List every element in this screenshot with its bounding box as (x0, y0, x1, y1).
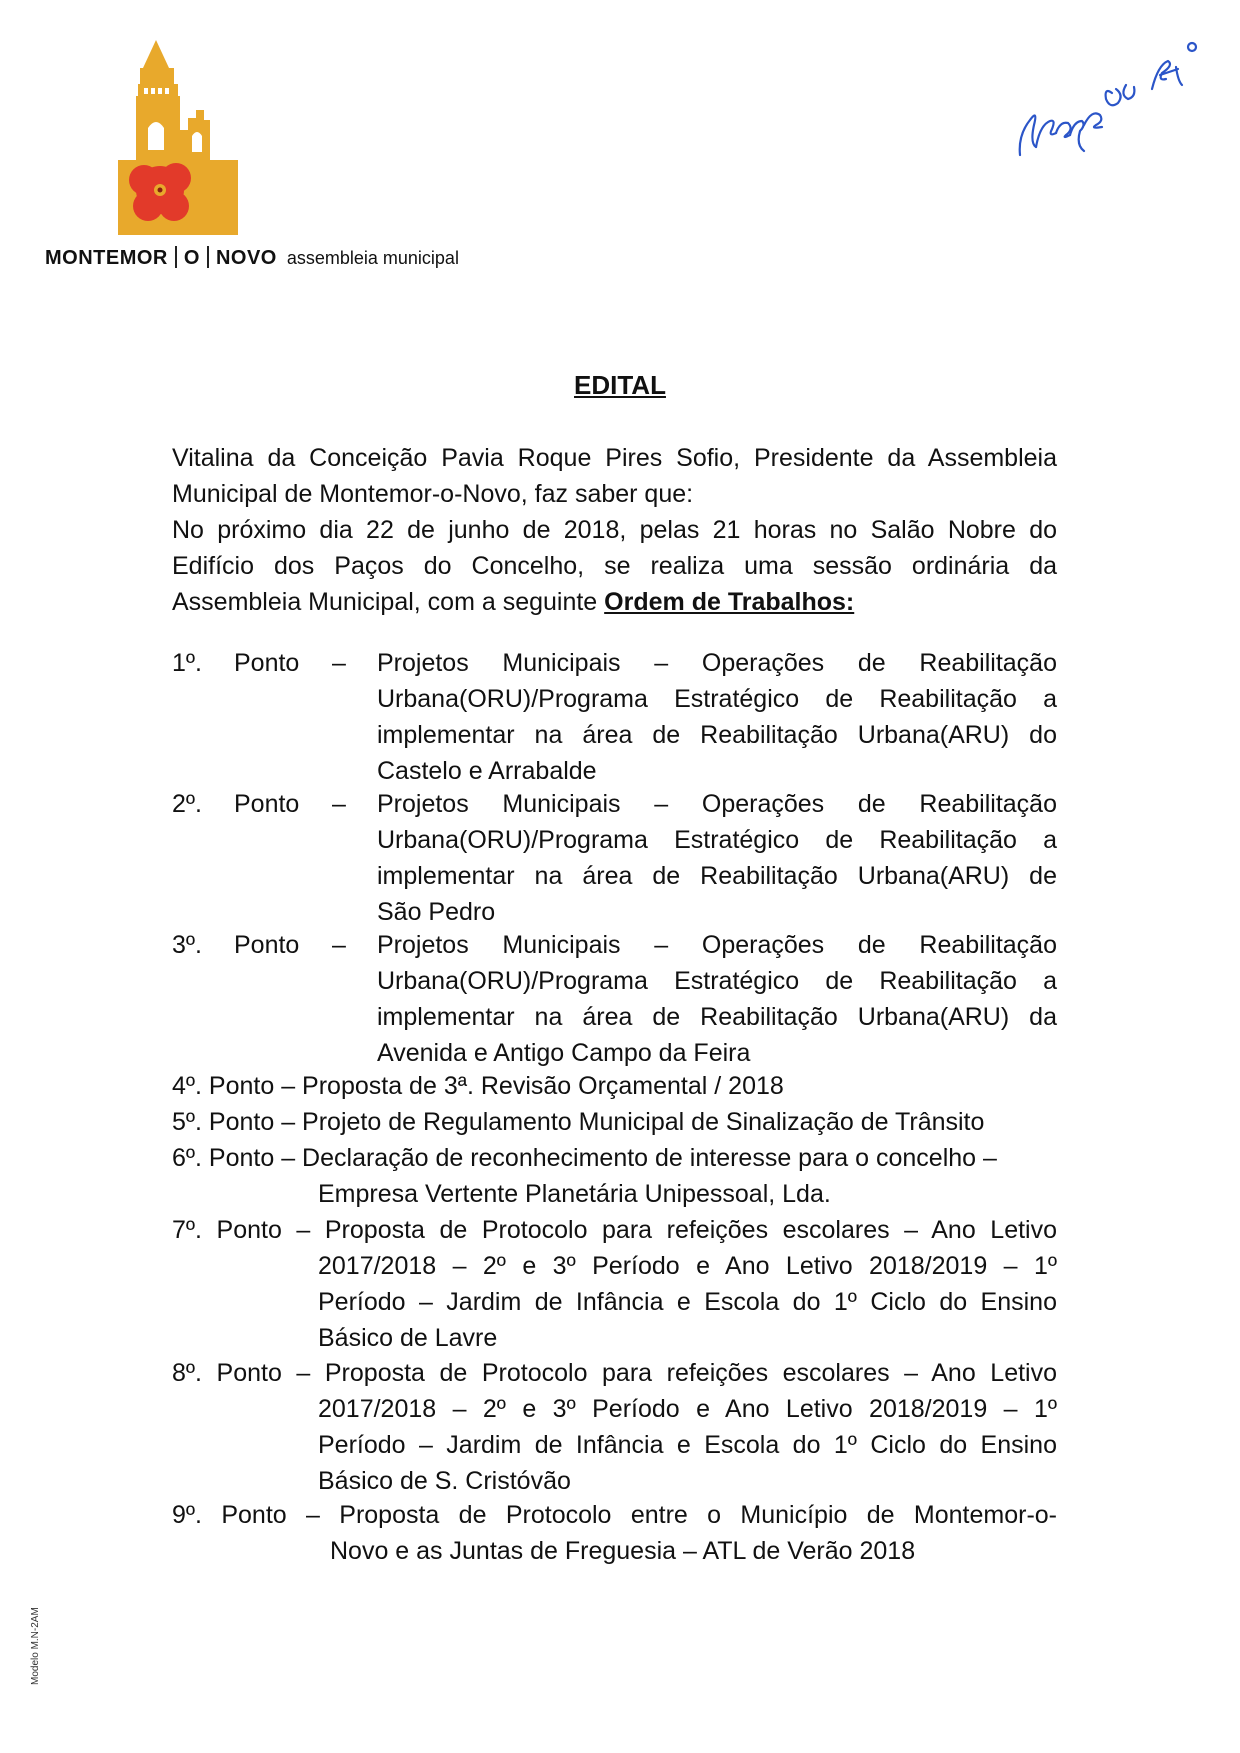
brand-separator (207, 246, 209, 268)
ordem-de-trabalhos-heading: Ordem de Trabalhos: (604, 588, 855, 616)
agenda-item-5 (172, 1104, 1057, 1140)
agenda-item-7 (172, 1212, 1057, 1356)
document-title: EDITAL (574, 370, 666, 400)
item-line: Novo e as Juntas de Freguesia – ATL de Verão 2018 (330, 1537, 916, 1565)
item-line: 5º. Ponto – Projeto de Regulamento Municipal de Sinalização de Trânsito (172, 1108, 985, 1136)
intro-text (172, 440, 1057, 620)
item-line: Básico de Lavre (318, 1324, 498, 1352)
agenda-item-3 (172, 927, 1057, 1071)
brand-separator (175, 246, 177, 268)
item-ponto-label: Ponto (234, 931, 300, 959)
item-line: Empresa Vertente Planetária Unipessoal, Lda. (318, 1180, 831, 1208)
item-line: 8º. Ponto – Proposta de Protocolo para refeições escolares – Ano Letivo (172, 1359, 1057, 1387)
handwritten-signature-icon (1010, 25, 1210, 165)
intro-paragraph-2 (172, 512, 1057, 620)
item-line: Castelo e Arrabalde (377, 757, 597, 785)
intro-paragraph-2-text: No próximo dia 22 de junho de 2018, pelas 21 horas no Salão Nobre do Edifício dos Paços do Concelho, se realiza uma sessão ordinária da Assembleia Municipal, com a seguinte (172, 516, 1057, 616)
item-line: 7º. Ponto – Proposta de Protocolo para refeições escolares – Ano Letivo (172, 1216, 1057, 1244)
item-line: São Pedro (377, 898, 496, 926)
item-number: 1º. (172, 649, 202, 677)
agenda-item-2 (172, 786, 1057, 930)
agenda-item-8 (172, 1355, 1057, 1499)
agenda-item-4 (172, 1068, 1057, 1104)
item-line: Urbana(ORU)/Programa Estratégico de Reabilitação a (377, 826, 1057, 854)
agenda-item-9 (172, 1497, 1057, 1569)
brand-montemor: MONTEMOR (45, 247, 168, 269)
item-line: implementar na área de Reabilitação Urbana(ARU) de (377, 862, 1057, 890)
brand-subtitle: assembleia municipal (286, 248, 459, 268)
municipality-logo-icon (118, 40, 238, 235)
item-line: Urbana(ORU)/Programa Estratégico de Reabilitação a (377, 685, 1057, 713)
intro-paragraph-1: Vitalina da Conceição Pavia Roque Pires Sofio, Presidente da Assembleia Municipal de Montemor-o-Novo, faz saber que: (172, 444, 1057, 508)
item-ponto-label: Ponto (234, 790, 300, 818)
item-line: 2017/2018 – 2º e 3º Período e Ano Letivo 2018/2019 – 1º (318, 1252, 1057, 1280)
item-line: Projetos Municipais – Operações de Reabilitação (377, 649, 1057, 677)
item-line: Projetos Municipais – Operações de Reabilitação (377, 931, 1057, 959)
item-line: Básico de S. Cristóvão (318, 1467, 571, 1495)
item-line: Avenida e Antigo Campo da Feira (377, 1039, 751, 1067)
agenda-item-1 (172, 645, 1057, 789)
item-line: Período – Jardim de Infância e Escola do 1º Ciclo do Ensino (318, 1431, 1057, 1459)
brand-novo: NOVO (215, 247, 277, 269)
item-line: implementar na área de Reabilitação Urbana(ARU) do (377, 721, 1057, 749)
form-model-code: Modelo M.N-2AM (30, 1607, 41, 1685)
item-dash: – (332, 931, 346, 959)
agenda-item-6 (172, 1140, 1057, 1212)
item-number: 3º. (172, 931, 202, 959)
item-number: 2º. (172, 790, 202, 818)
item-line: 2017/2018 – 2º e 3º Período e Ano Letivo 2018/2019 – 1º (318, 1395, 1057, 1423)
municipality-brand (45, 246, 459, 270)
brand-o: O (183, 247, 200, 269)
item-line: implementar na área de Reabilitação Urbana(ARU) da (377, 1003, 1057, 1031)
item-line: Período – Jardim de Infância e Escola do 1º Ciclo do Ensino (318, 1288, 1057, 1316)
item-line: 9º. Ponto – Proposta de Protocolo entre o Município de Montemor-o- (172, 1501, 1057, 1529)
item-line: 6º. Ponto – Declaração de reconhecimento de interesse para o concelho – (172, 1144, 997, 1172)
item-ponto-label: Ponto (234, 649, 300, 677)
item-line: 4º. Ponto – Proposta de 3ª. Revisão Orçamental / 2018 (172, 1072, 784, 1100)
item-line: Projetos Municipais – Operações de Reabilitação (377, 790, 1057, 818)
item-dash: – (332, 649, 346, 677)
item-line: Urbana(ORU)/Programa Estratégico de Reabilitação a (377, 967, 1057, 995)
item-dash: – (332, 790, 346, 818)
